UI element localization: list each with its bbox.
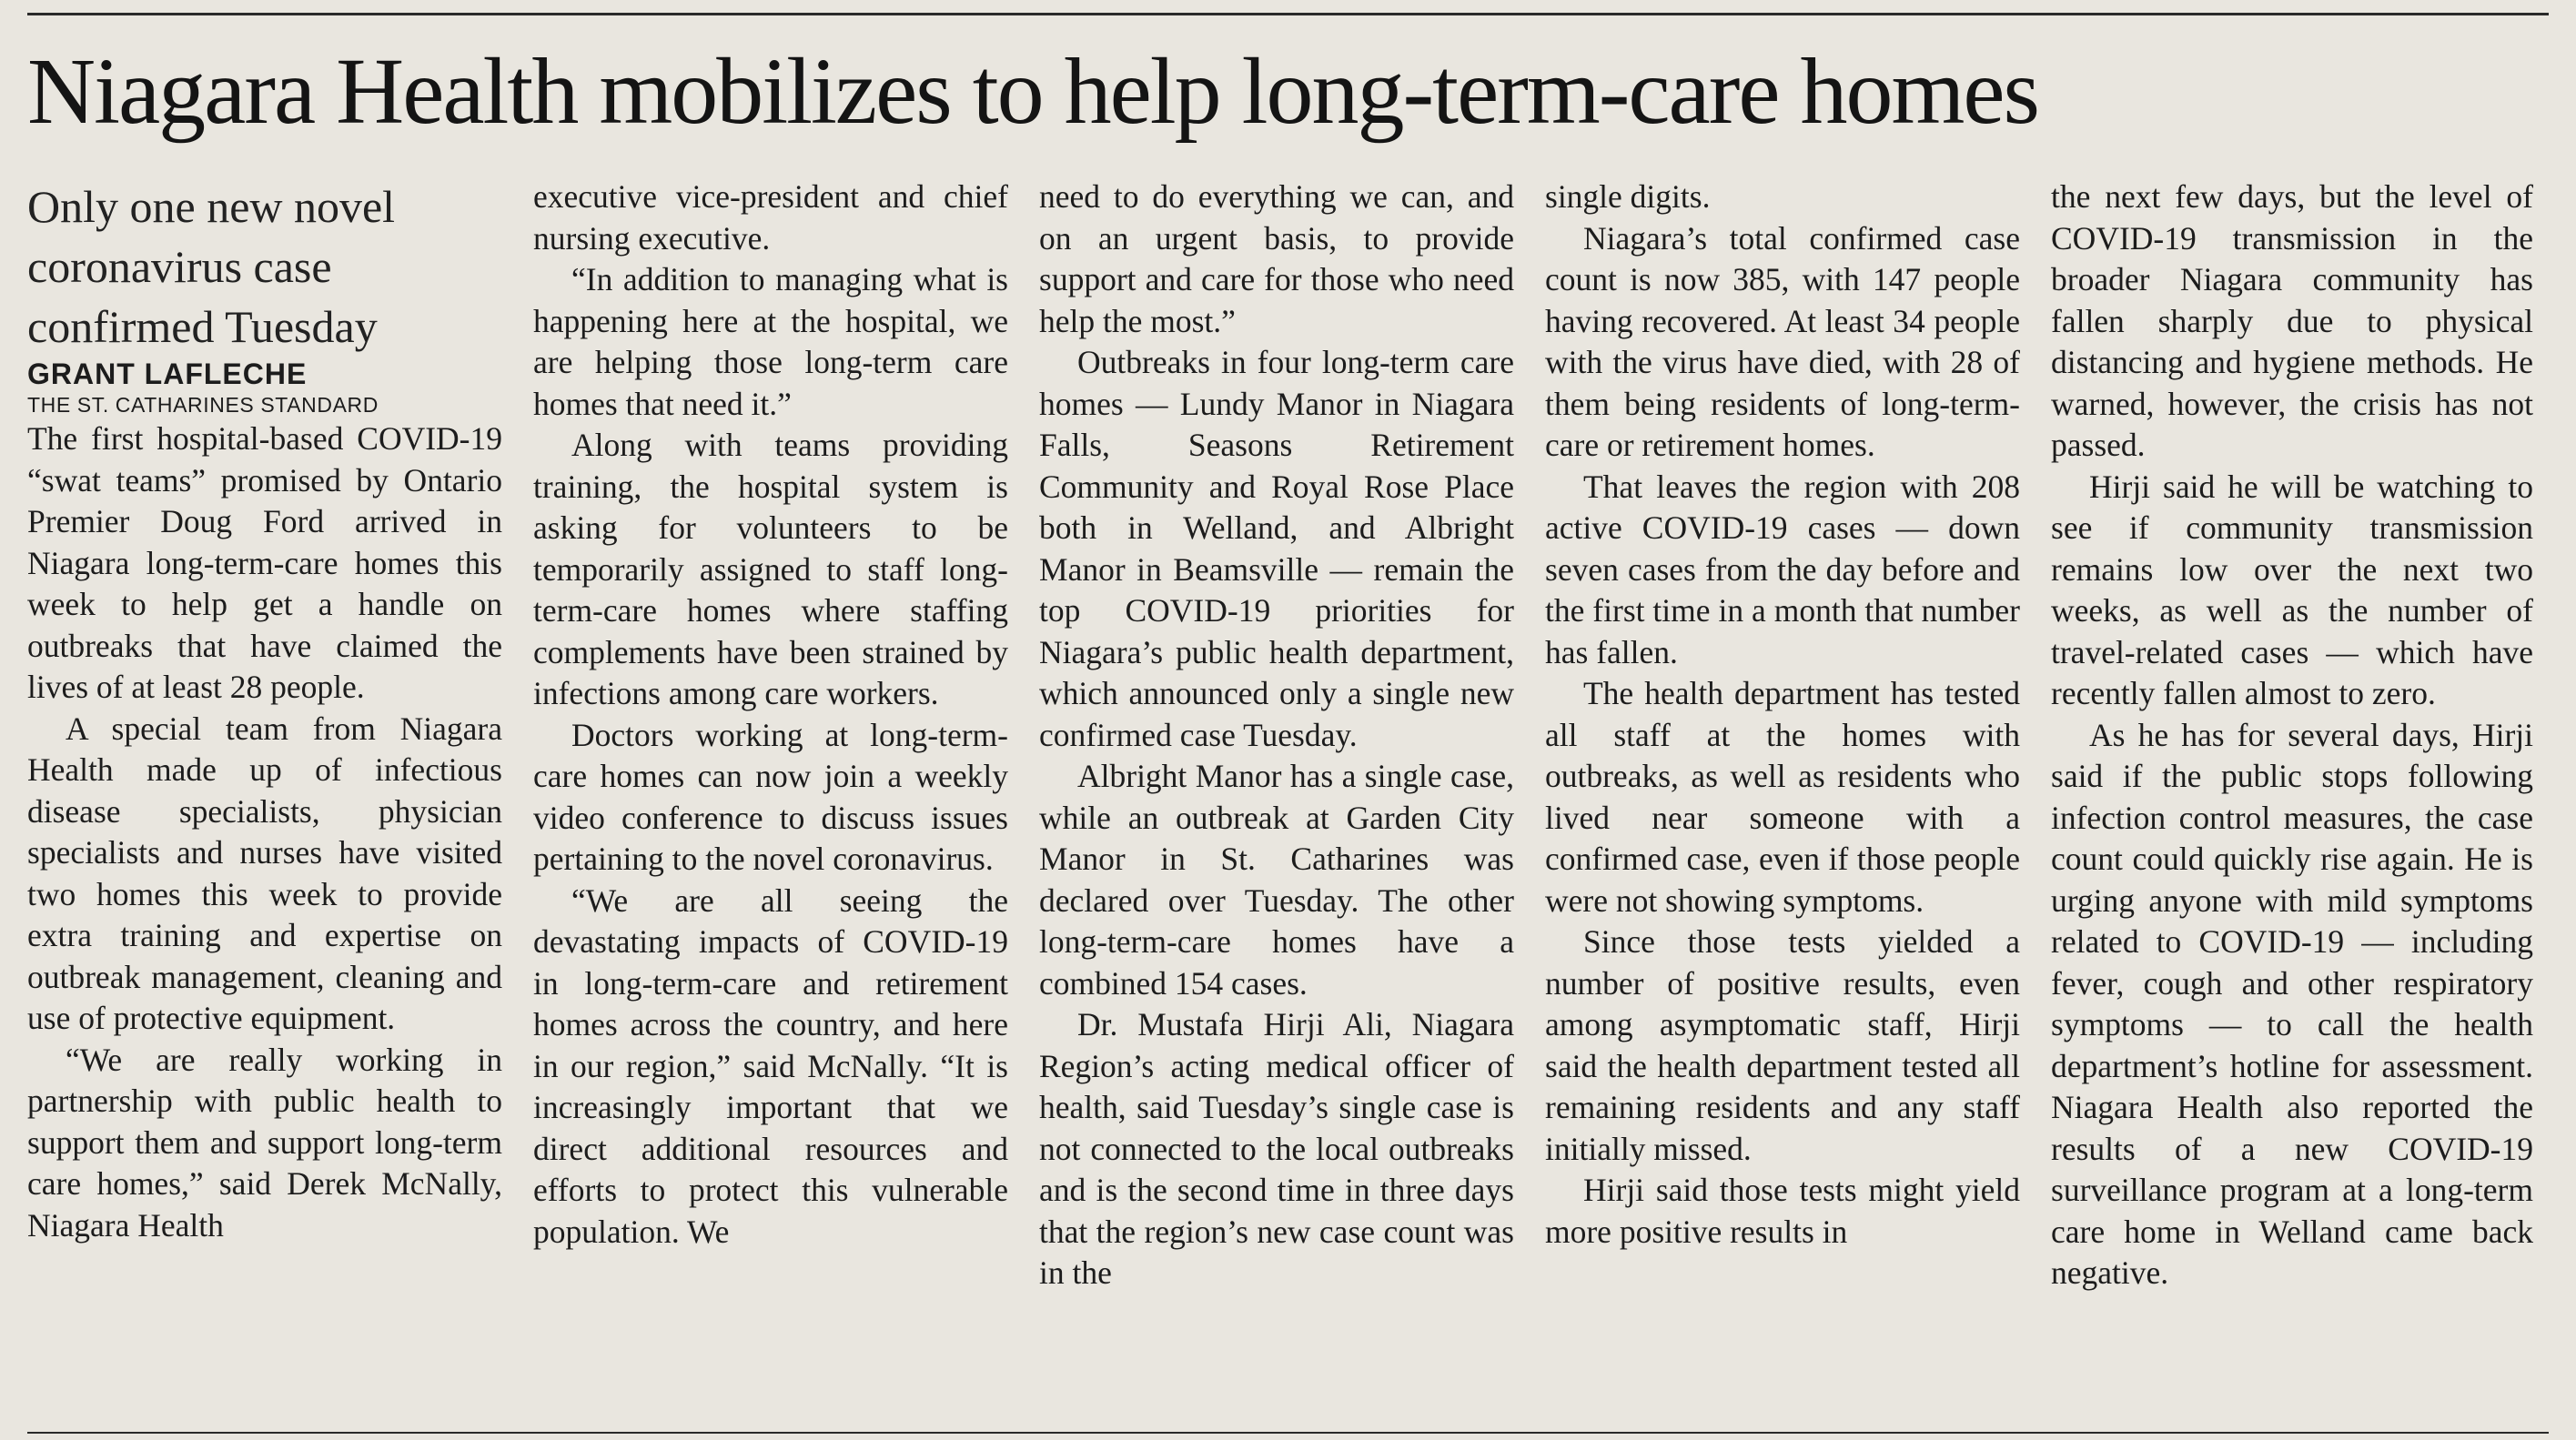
paragraph: Albright Manor has a single case, while an outbreak at Garden City Manor in St. Catharines was declared over Tuesday. The other long-term-care homes have a combined 154 cases.	[1039, 758, 1514, 1002]
paragraph: the next few days, but the level of COVID-19 transmission in the broader Niagara community has fallen sharply due to physical distancing and hygiene methods. He warned, however, the crisis has not passed.	[2051, 178, 2533, 463]
paragraph: executive vice-president and chief nursing executive.	[533, 178, 1008, 257]
article-column-4	[1545, 176, 2020, 1397]
paragraph: The health department has tested all staff at the homes with outbreaks, as well as residents who lived near someone with a confirmed case, even if those people were not showing symptoms.	[1545, 675, 2020, 919]
paragraph: Dr. Mustafa Hirji Ali, Niagara Region’s acting medical officer of health, said Tuesday’s single case is not connected to the local outbreaks and is the second time in three days that the region’s new case count was in the	[1039, 1006, 1514, 1291]
article-column-2	[533, 176, 1008, 1397]
paragraph: As he has for several days, Hirji said if the public stops following infection control measures, the case count could quickly rise again. He is urging anyone with mild symptoms related to COVID-19 — including fever, cough and other respiratory symptoms — to call the health department’s hotline for assessment. Niagara Health also reported the results of a new COVID-19 surveillance program at a long-term care home in Welland came back negative.	[2051, 716, 2533, 1291]
paragraph: The first hospital-based COVID-19 “swat teams” promised by Ontario Premier Doug Ford arrived in Niagara long-term-care homes this week to help get a handle on outbreaks that have claimed the lives of at least 28 people.	[27, 420, 502, 705]
paragraph: “We are really working in partnership with public health to support them and support long-term care homes,” said Derek McNally, Niagara Health	[27, 1041, 502, 1244]
byline-affiliation: THE ST. CATHARINES STANDARD	[27, 393, 379, 417]
deck: Only one new novel coronavirus case confirmed Tuesday	[27, 181, 396, 352]
paragraph: Since those tests yielded a number of positive results, even among asymptomatic staff, Hirji said the health department tested all remaining residents and any staff initially missed.	[1545, 923, 2020, 1167]
paragraph: Outbreaks in four long-term care homes — Lundy Manor in Niagara Falls, Seasons Retirement Community and Royal Rose Place both in Welland, and Albright Manor in Beamsville — remain the top COVID-19 priorities for Niagara’s public health department, which announced only a single new confirmed case Tuesday.	[1039, 344, 1514, 753]
paragraph: That leaves the region with 208 active COVID-19 cases — down seven cases from the day before and the first time in a month that number has fallen.	[1545, 468, 2020, 670]
top-rule	[27, 13, 2549, 15]
paragraph: Niagara’s total confirmed case count is now 385, with 147 people having recovered. At least 34 people with the virus have died, with 28 of them being residents of long-term-care or retirement homes.	[1545, 219, 2020, 463]
paragraph: single digits.	[1545, 178, 1711, 215]
paragraph: A special team from Niagara Health made up of infectious disease specialists, physician specialists and nurses have visited two homes this week to provide extra training and expertise on outbreak management, cleaning and use of protective equipment.	[27, 710, 502, 1036]
article-column-3	[1039, 176, 1514, 1397]
paragraph: need to do everything we can, and on an urgent basis, to provide support and care for those who need help the most.”	[1039, 178, 1514, 339]
paragraph: “We are all seeing the devastating impacts of COVID-19 in long-term-care and retirement homes across the country, and here in our region,” said McNally. “It is increasingly important that we direct additional resources and efforts to protect this vulnerable population. We	[533, 881, 1008, 1250]
headline: Niagara Health mobilizes to help long-term-care homes	[27, 39, 2039, 144]
paragraph: Along with teams providing training, the hospital system is asking for volunteers to be temporarily assigned to staff long-term-care homes where staffing complements have been strained by infections among care workers.	[533, 427, 1008, 711]
paragraph: Hirji said those tests might yield more positive results in	[1545, 1172, 2020, 1250]
bottom-rule	[27, 1432, 2549, 1434]
paragraph: Hirji said he will be watching to see if community transmission remains low over the next two weeks, as well as the number of travel-related cases — which have recently fallen almost to zero.	[2051, 468, 2533, 711]
article-column-5	[2051, 176, 2533, 1397]
byline: GRANT LAFLECHE	[27, 357, 308, 390]
article-column-1	[27, 176, 502, 1397]
paragraph: “In addition to managing what is happening here at the hospital, we are helping those long-term care homes that need it.”	[533, 261, 1008, 422]
paragraph: Doctors working at long-term-care homes can now join a weekly video conference to discuss issues pertaining to the novel coronavirus.	[533, 716, 1008, 877]
